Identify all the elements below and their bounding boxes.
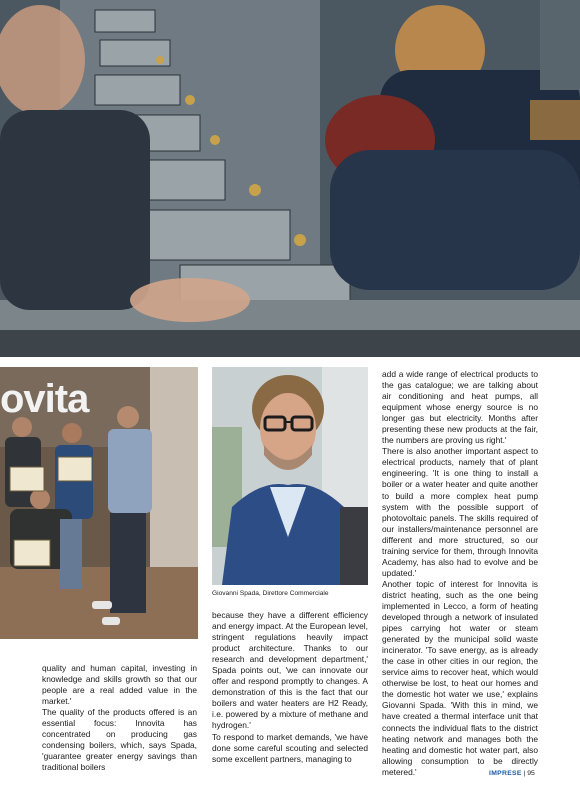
factory-assembly-photo-icon	[0, 0, 580, 357]
portrait-photo-icon	[212, 367, 368, 585]
paragraph: add a wide range of electrical products to the gas catalogue; we are talking about air conditioning and heat pumps, all equipment whose energy source is no longer gas but electricity. Months after presenting these new products at the fair, the numbers are proving us right.'	[382, 369, 538, 446]
magazine-brand: IMPRESE	[489, 770, 522, 777]
page-footer	[489, 770, 535, 777]
paragraph: because they have a different efficiency and energy impact. At the European level, stringent regulations heavily impact product architecture. Thanks to our research and development department,' Spada points out, 'we can innovate our offer and respond promptly to changes. A demonstration of this is the fact that our boilers and water heaters are H2 Ready, i.e. powered by a mixture of methane and hydrogen.'	[212, 610, 368, 731]
team-photo	[0, 367, 198, 639]
photo-caption: Giovanni Spada, Direttore Commerciale	[212, 590, 329, 597]
article-column-left	[42, 663, 197, 773]
footer-separator: |	[523, 770, 526, 777]
paragraph: Another topic of interest for Innovita is district heating, such as the one being implemented in Lecco, a form of heating developed through a network of insulated pipes carrying hot water or steam generated by the municipal solid waste incinerator. 'To save energy, as is already the case in other cities in our region, the service aims to recover heat, which would otherwise be lost, to heat our homes and the domestic hot water we use,' explains Giovanni Spada. 'With this in mind, we have created a thermal interface unit that connects the individual flats to the district heating network and manages both the heating and domestic hot water part, also allowing consumption to be directly metered.'	[382, 578, 538, 777]
page-number: 95	[527, 770, 535, 777]
innovita-logo-text: ovita	[0, 377, 89, 421]
paragraph: The quality of the products offered is an essential focus: Innovita has concentrated on producing gas condensing boilers, which, says Spada, 'guarantee greater energy savings than traditional boilers	[42, 707, 197, 773]
paragraph: There is also another important aspect to electrical products, namely that of plant engineering. 'It is one thing to install a boiler or a water heater and quite another to build a more complex heat pump system with the possible support of photovoltaic panels. The skills required of our installers/maintenance personnel are different and more structured, so our training service for them, through Innovita Academy, has also had to evolve and be updated.'	[382, 446, 538, 578]
portrait-photo	[212, 367, 368, 585]
paragraph: To respond to market demands, 'we have done some careful scouting and selected some excellent partners, managing to	[212, 731, 368, 764]
factory-hero-photo	[0, 0, 580, 357]
article-column-middle	[212, 610, 368, 765]
paragraph: quality and human capital, investing in knowledge and skills growth so that our people are a real added value in the market.'	[42, 663, 197, 707]
article-column-right	[382, 369, 538, 778]
